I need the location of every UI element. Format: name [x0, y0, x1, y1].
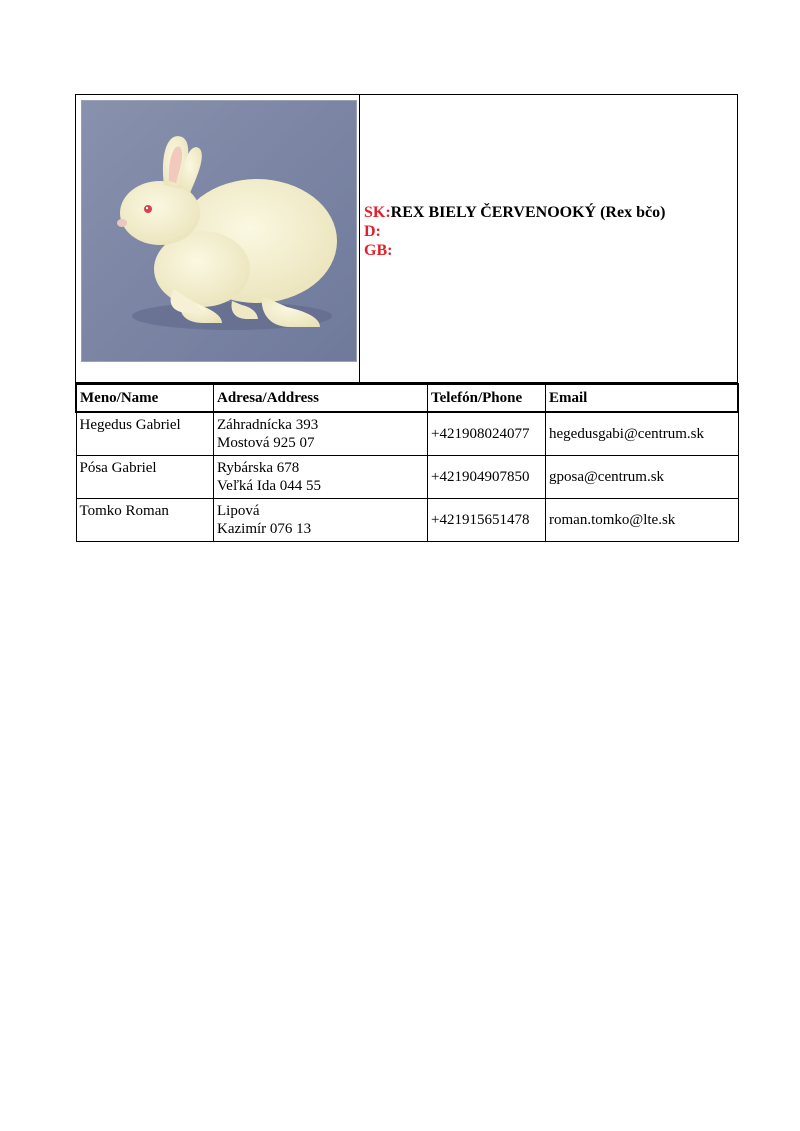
d-label: D:: [364, 223, 381, 240]
breeders-table: [75, 383, 739, 542]
address-city: Mostová 925 07: [217, 435, 315, 451]
gb-label: GB:: [364, 242, 393, 259]
photo-cell: [76, 95, 360, 382]
table-header-row: [76, 384, 738, 412]
breeder-address: [214, 456, 428, 499]
table-row: [76, 412, 738, 456]
breed-header-box: [75, 94, 738, 383]
header-address: Adresa/Address: [214, 384, 428, 412]
sk-label: SK:: [364, 204, 391, 221]
breeder-name: Tomko Roman: [76, 499, 214, 542]
breeder-name: Hegedus Gabriel: [76, 412, 214, 456]
breeder-phone: +421915651478: [428, 499, 546, 542]
address-street: Záhradnícka 393: [217, 417, 319, 433]
breeder-phone: +421904907850: [428, 456, 546, 499]
address-street: Lipová: [217, 503, 260, 519]
breeder-name: Pósa Gabriel: [76, 456, 214, 499]
breed-title: [364, 203, 665, 260]
breeder-address: [214, 499, 428, 542]
address-city: Kazimír 076 13: [217, 521, 312, 537]
table-row: [76, 456, 738, 499]
header-phone: Telefón/Phone: [428, 384, 546, 412]
breeder-email[interactable]: gposa@centrum.sk: [546, 456, 739, 499]
breeder-email[interactable]: roman.tomko@lte.sk: [546, 499, 739, 542]
header-email: Email: [546, 384, 739, 412]
breed-sk-line: [364, 203, 665, 222]
rabbit-illustration: [82, 101, 356, 361]
address-city: Veľká Ida 044 55: [217, 478, 321, 494]
breeder-address: [214, 412, 428, 456]
breeder-phone: +421908024077: [428, 412, 546, 456]
header-name: Meno/Name: [76, 384, 214, 412]
breeder-email[interactable]: hegedusgabi@centrum.sk: [546, 412, 739, 456]
table-row: [76, 499, 738, 542]
rabbit-photo: [81, 100, 357, 362]
address-street: Rybárska 678: [217, 460, 300, 476]
sk-breed-name: REX BIELY ČERVENOOKÝ (Rex bčo): [390, 204, 666, 221]
